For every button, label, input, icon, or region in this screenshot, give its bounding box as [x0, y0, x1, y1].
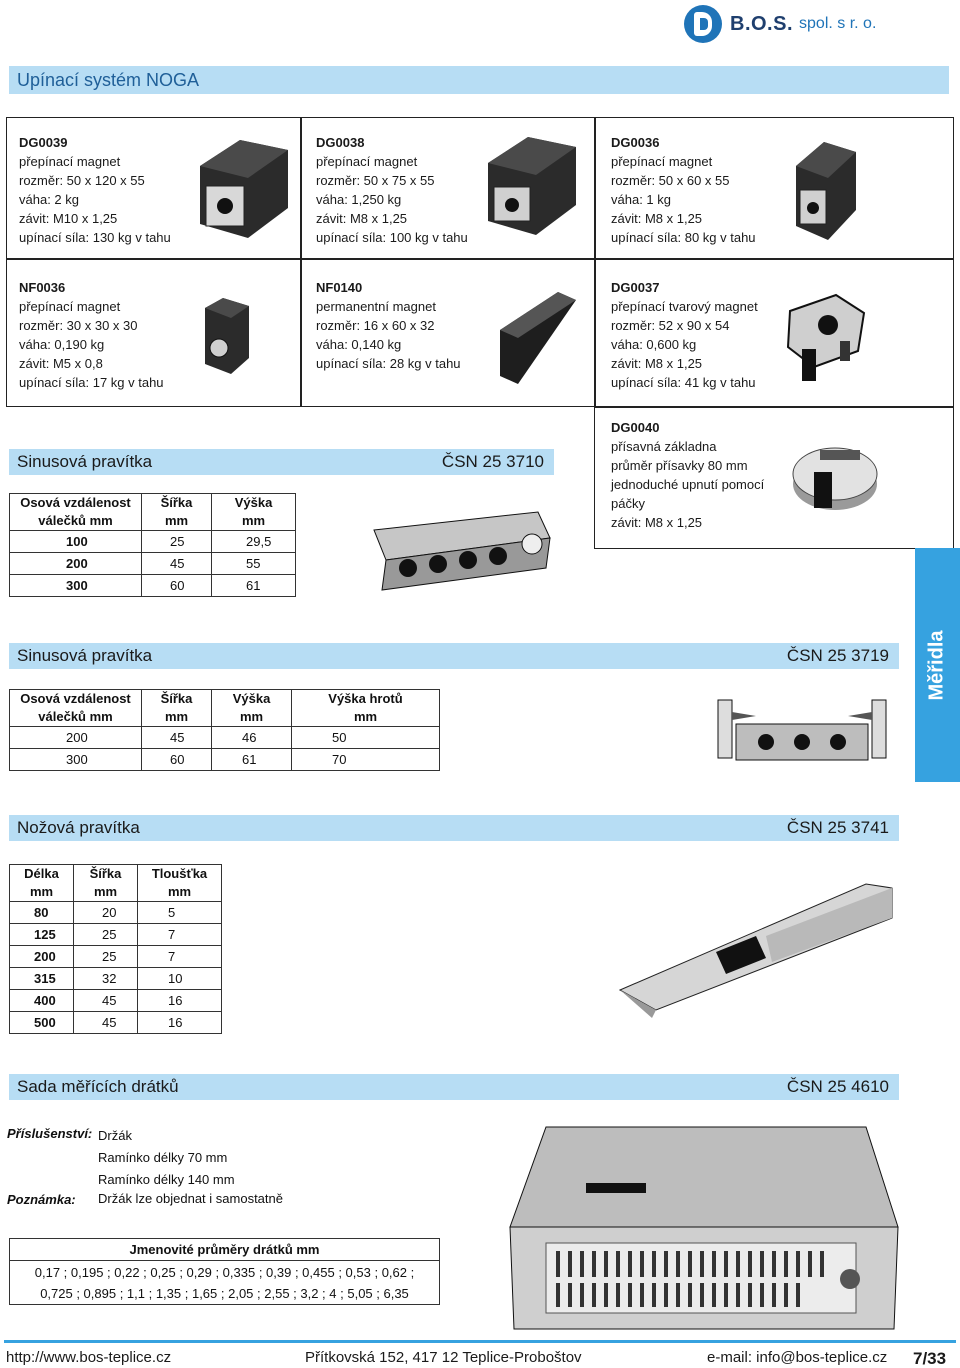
magnet-DG0038: DG0038 přepínací magnet rozměr: 50 x 75 x 55 váha: 1,250 kg závit: M8 x 1,25 upínací síla: 100 kg v tahu	[316, 135, 468, 245]
magnet-DG0037-image	[784, 291, 866, 387]
page-number: 7/33	[913, 1349, 947, 1368]
footer-divider	[4, 1340, 956, 1343]
brand-suffix: spol. s r. o.	[799, 15, 877, 32]
sine-bars-3710-norm: ČSN 25 3710	[441, 452, 544, 471]
table-row: 300 60 61 70	[10, 749, 440, 771]
sine-bars-3719-table: Osová vzdálenost válečků mm Šířka mm Výška mm Výška hrotů mm 200 45 46 50 300 60 61 70	[9, 689, 440, 771]
side-tab-meridla: Měřidla	[915, 548, 960, 782]
wires-title: Sada měřících drátků	[17, 1077, 179, 1096]
table-row: 300 60 61	[10, 575, 296, 597]
base-DG0040: DG0040 přísavná základna průměr přísavky 80 mm jednoduché upnutí pomocí páčky závit: M8 x 1,25	[611, 420, 765, 530]
sine-bars-3719-band	[9, 643, 899, 669]
wires-note-label: Poznámka:	[7, 1192, 76, 1207]
footer-email[interactable]: e-mail: info@bos-teplice.cz	[707, 1349, 888, 1366]
knife-rules-band	[9, 815, 899, 841]
footer-web[interactable]: http://www.bos-teplice.cz	[6, 1349, 172, 1366]
table-row: 100 25 29,5	[10, 531, 296, 553]
magnet-DG0039-image	[198, 138, 290, 246]
sine-bars-3719-title: Sinusová pravítka	[17, 646, 153, 665]
table-row: 200 45 55	[10, 553, 296, 575]
wires-accessories-label: Příslušenství:	[7, 1126, 93, 1141]
knife-rule-image	[616, 878, 894, 1020]
wires-band	[9, 1074, 899, 1100]
sine-bars-3710-table: Osová vzdálenost válečků mm Šířka mm Výška mm 100 25 29,5 200 45 55 300 60 61	[9, 493, 296, 597]
suction-base-image	[790, 436, 880, 518]
company-logo	[684, 4, 954, 44]
table-row: 315 32 10	[10, 968, 222, 990]
knife-rules-table: Délka mm Šířka mm Tloušťka mm 80 20 5 125 25 7 200 25 7 315 32 10 400 45 16 500 45 16	[9, 864, 222, 1034]
footer-address: Přítkovská 152, 417 12 Teplice-Proboštov	[305, 1349, 582, 1366]
magnet-DG0036-image	[794, 140, 858, 246]
table-row: 125 25 7	[10, 924, 222, 946]
table-row: 400 45 16	[10, 990, 222, 1012]
magnet-NF0036: NF0036 přepínací magnet rozměr: 30 x 30 x 30 váha: 0,190 kg závit: M5 x 0,8 upínací síla: 17 kg v tahu	[19, 280, 164, 390]
section-title-band	[9, 66, 949, 94]
magnet-DG0037: DG0037 přepínací tvarový magnet rozměr: 52 x 90 x 54 váha: 0,600 kg závit: M8 x 1,25 upínací síla: 41 kg v tahu	[611, 280, 758, 390]
knife-rules-title: Nožová pravítka	[17, 818, 140, 837]
sine-bar-image	[368, 508, 552, 592]
wires-accessories-list: Držák Ramínko délky 70 mm Ramínko délky 140 mm	[98, 1128, 235, 1187]
table-row: 200 25 7	[10, 946, 222, 968]
sine-bars-3710-title: Sinusová pravítka	[17, 452, 153, 471]
sine-bar-centers-image	[716, 690, 888, 770]
magnet-DG0036: DG0036 přepínací magnet rozměr: 50 x 60 x 55 váha: 1 kg závit: M8 x 1,25 upínací síla: 80 kg v tahu	[611, 135, 756, 245]
magnet-NF0036-image	[203, 296, 251, 376]
section-title: Upínací systém NOGA	[17, 69, 200, 90]
wire-set-case-image	[506, 1123, 902, 1333]
sine-bars-3719-norm: ČSN 25 3719	[786, 646, 889, 665]
table-row: 80 20 5	[10, 902, 222, 924]
magnet-DG0039: DG0039 přepínací magnet rozměr: 50 x 120 x 55 váha: 2 kg závit: M10 x 1,25 upínací síla: 130 kg v tahu	[19, 135, 171, 245]
knife-rules-norm: ČSN 25 3741	[786, 818, 889, 837]
table-row: 500 45 16	[10, 1012, 222, 1034]
magnet-NF0140-image	[498, 290, 578, 386]
magnet-DG0038-image	[486, 135, 578, 243]
sine-bars-3710-band	[9, 449, 554, 475]
bos-logo-icon	[684, 5, 722, 43]
table-row: 200 45 46 50	[10, 727, 440, 749]
wires-norm: ČSN 25 4610	[786, 1077, 889, 1096]
wires-note: Držák lze objednat i samostatně	[98, 1191, 283, 1206]
wires-diameters-table: Jmenovité průměry drátků mm 0,17 ; 0,195 ; 0,22 ; 0,25 ; 0,29 ; 0,335 ; 0,39 ; 0,455 ; 0,53 ; 0,62 ; 0,725 ; 0,895 ; 1,1 ; 1,35 ; 1,65 ; 2,05 ; 2,55 ; 3,2 ; 4 ; 5,05 ; 6,35	[9, 1238, 440, 1305]
brand-name: B.O.S.	[730, 12, 794, 35]
magnet-NF0140: NF0140 permanentní magnet rozměr: 16 x 60 x 32 váha: 0,140 kg upínací síla: 28 kg v tahu	[316, 280, 461, 371]
